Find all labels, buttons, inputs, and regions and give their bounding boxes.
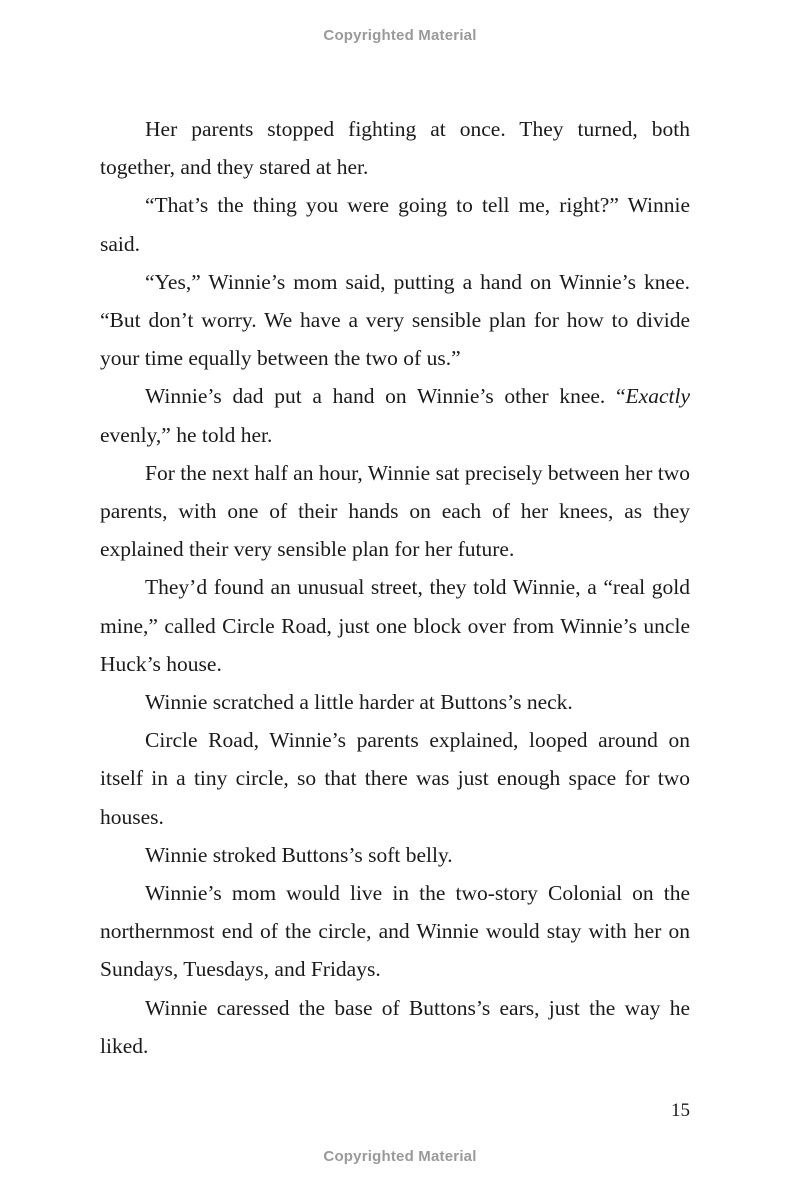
paragraph-text: evenly,” he told her. — [100, 422, 273, 447]
paragraph: Winnie scratched a little harder at Buttons’s neck. — [145, 690, 573, 715]
page-body-text — [100, 110, 690, 1065]
paragraph: For the next half an hour, Winnie sat precisely between her two parents, with one of their hands on each of her knees, as they explained their very sensible plan for her future. — [100, 460, 690, 562]
copyright-watermark-top: Copyrighted Material — [323, 27, 477, 44]
page-number: 15 — [671, 1100, 690, 1121]
copyright-watermark-bottom: Copyrighted Material — [323, 1148, 477, 1165]
italic-emphasis: Exactly — [625, 384, 690, 409]
paragraph — [100, 377, 690, 453]
paragraph: They’d found an unusual street, they told Winnie, a “real gold mine,” called Circle Road, just one block over from Winnie’s uncle Huck’s house. — [100, 575, 690, 676]
paragraph: Circle Road, Winnie’s parents explained, looped around on itself in a tiny circle, so that there was just enough space for two houses. — [100, 728, 690, 829]
paragraph: Her parents stopped fighting at once. They turned, both together, and they stared at her. — [100, 117, 690, 180]
paragraph: Winnie’s mom would live in the two-story Colonial on the northernmost end of the circle, and Winnie would stay with her on Sundays, Tuesdays, and Fridays. — [100, 881, 690, 982]
paragraph-text: Winnie’s dad put a hand on Winnie’s other knee. “ — [145, 384, 626, 409]
paragraph: “That’s the thing you were going to tell me, right?” Winnie said. — [100, 193, 690, 256]
paragraph: “Yes,” Winnie’s mom said, putting a hand on Winnie’s knee. “But don’t worry. We have a very sensible plan for how to divide your time equally between the two of us.” — [100, 269, 690, 371]
paragraph: Winnie caressed the base of Buttons’s ears, just the way he liked. — [100, 995, 690, 1058]
paragraph: Winnie stroked Buttons’s soft belly. — [145, 842, 453, 867]
